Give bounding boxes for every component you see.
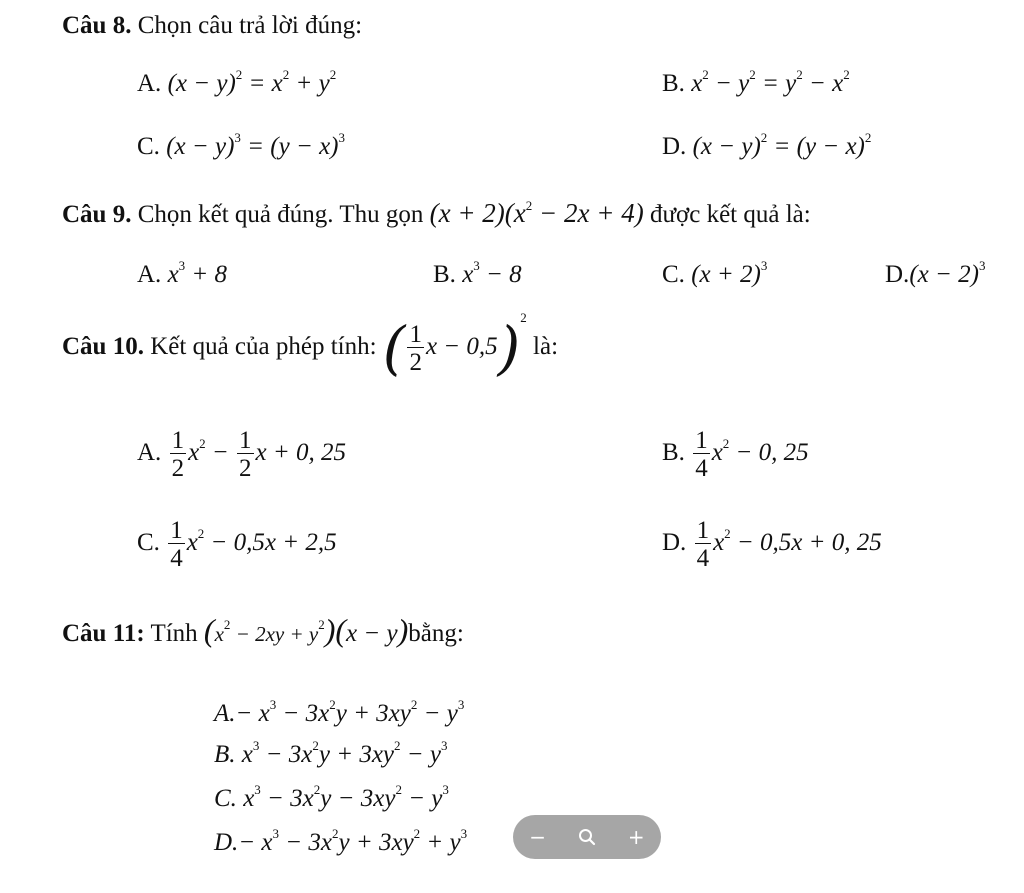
q11-option-c: C. $x^3 - 3x^2y - 3xy^2 - y^3$ (214, 782, 449, 812)
q9-option-d: $D.(x - 2)^3$ (885, 258, 986, 288)
q8-option-b: B. $x^2 - y^2 = y^2 - x^2$ (662, 67, 850, 97)
q10-option-c: C. $\frac{1}{4}$ $x^2 - 0,5x + 2,5$ (137, 517, 337, 572)
q8-option-d: D. $(x - y)^2 = (y - x)^2$ (662, 130, 872, 160)
question-8-number: Câu 8. (62, 12, 132, 39)
q10-expression: ( $\frac{1}{2}$ x − 0,5)$^2$ (382, 310, 527, 383)
q11-option-b: B. $x^3 - 3x^2y + 3xy^2 - y^3$ (214, 738, 448, 768)
question-10: Câu 10. Kết quả của phép tính: ( $\frac{1}{2}$ x − 0,5)$^2$ là: (62, 310, 559, 383)
zoom-icon[interactable] (567, 828, 607, 846)
zoom-control (513, 815, 661, 859)
question-11-number: Câu 11: (62, 620, 145, 647)
question-9-number: Câu 9. (62, 201, 132, 228)
q11-option-d: $D.- x^3 - 3x^2y + 3xy^2 + y^3$ (214, 826, 468, 856)
question-9: Câu 9. Chọn kết quả đúng. Thu gọn $(x + 2)(x^2 - 2x + 4)$ được kết quả là: (62, 198, 811, 228)
question-11: Câu 11: Tính $(x^2 - 2xy + y^2)(x$ − y)bằng: (62, 612, 464, 648)
question-8-text: Chọn câu trả lời đúng: (131, 12, 363, 39)
question-8 (62, 12, 362, 40)
q11-option-a: $A.- x^3 - 3x^2y + 3xy^2 - y^3$ (214, 697, 465, 727)
q11-expression: $(x^2 - 2xy + y^2)(x - y)$ (203, 612, 409, 648)
q10-option-a: A. $\frac{1}{2}$ $x^2$ − $\frac{1}{2}$ x + 0, 25 (137, 427, 347, 482)
q8-option-a: A. $(x - y)^2 = x^2 + y^2$ (137, 67, 337, 97)
q10-option-b: B. $\frac{1}{4}$ $x^2 - 0$, 25 (662, 427, 809, 482)
q9-option-b: B. $x^3 - 8$ (433, 258, 522, 288)
q9-option-a: A. $x^3 + 8$ (137, 258, 228, 288)
q9-option-c: C. $(x + 2)^3$ (662, 258, 768, 288)
q8-option-c: C. $(x - y)^3 = (y - x)^3$ (137, 130, 345, 160)
zoom-in-button[interactable]: + (627, 825, 645, 849)
q9-expression: $(x + 2)(x^2 - 2x + 4)$ (429, 198, 644, 228)
q10-option-d: D. $\frac{1}{4}$ $x^2 - 0,5x + 0$, 25 (662, 517, 882, 572)
zoom-out-button[interactable]: − (529, 825, 547, 849)
question-10-number: Câu 10. (62, 333, 144, 360)
